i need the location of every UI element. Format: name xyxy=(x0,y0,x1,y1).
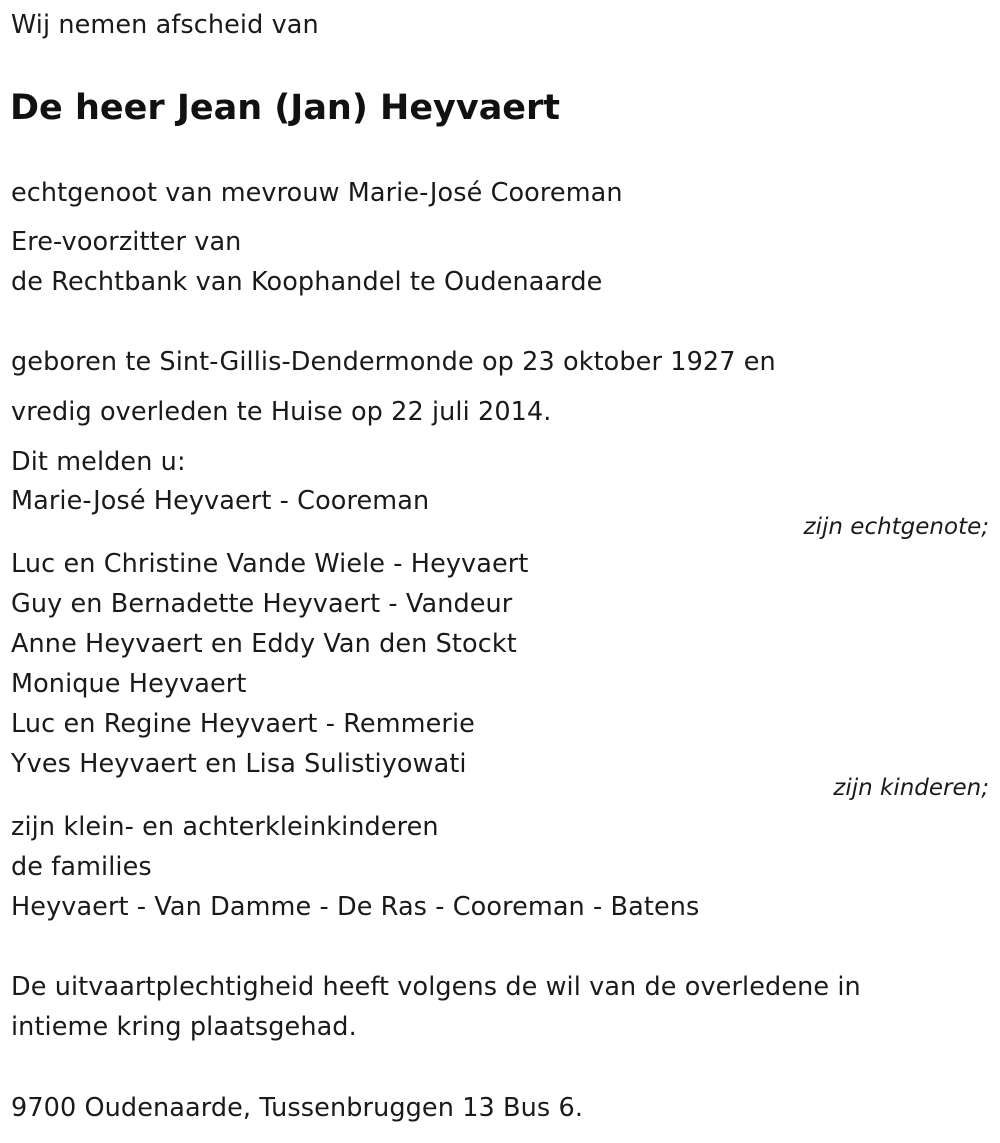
spouse-role: zijn echtgenote; xyxy=(803,514,989,540)
ceremony-line2: intieme kring plaatsgehad. xyxy=(11,1012,357,1042)
children-role: zijn kinderen; xyxy=(833,775,989,801)
honorary-title-line1: Ere-voorzitter van xyxy=(11,227,242,257)
address-line: 9700 Oudenaarde, Tussenbruggen 13 Bus 6. xyxy=(11,1093,584,1123)
death-info: vredig overleden te Huise op 22 juli 2014. xyxy=(11,397,552,427)
birth-info: geboren te Sint-Gillis-Dendermonde op 23 oktober 1927 en xyxy=(11,347,776,377)
announcement-label: Dit melden u: xyxy=(11,447,186,477)
spouse-relation: echtgenoot van mevrouw Marie-José Cooreman xyxy=(11,178,623,208)
families-names: Heyvaert - Van Damme - De Ras - Cooreman - Batens xyxy=(11,892,700,922)
child-line: Luc en Christine Vande Wiele - Heyvaert xyxy=(11,549,529,579)
honorary-title-line2: de Rechtbank van Koophandel te Oudenaarde xyxy=(11,267,603,297)
child-line: Anne Heyvaert en Eddy Van den Stockt xyxy=(11,629,517,659)
ceremony-line1: De uitvaartplechtigheid heeft volgens de wil van de overledene in xyxy=(11,972,861,1002)
spouse-name: Marie-José Heyvaert - Cooreman xyxy=(11,486,430,516)
child-line: Monique Heyvaert xyxy=(11,669,247,699)
deceased-name: De heer Jean (Jan) Heyvaert xyxy=(10,88,561,128)
child-line: Guy en Bernadette Heyvaert - Vandeur xyxy=(11,589,513,619)
grandchildren-line: zijn klein- en achterkleinkinderen xyxy=(11,812,439,842)
families-label: de families xyxy=(11,852,152,882)
intro-text: Wij nemen afscheid van xyxy=(11,10,319,40)
child-line: Luc en Regine Heyvaert - Remmerie xyxy=(11,709,475,739)
child-line: Yves Heyvaert en Lisa Sulistiyowati xyxy=(11,749,467,779)
